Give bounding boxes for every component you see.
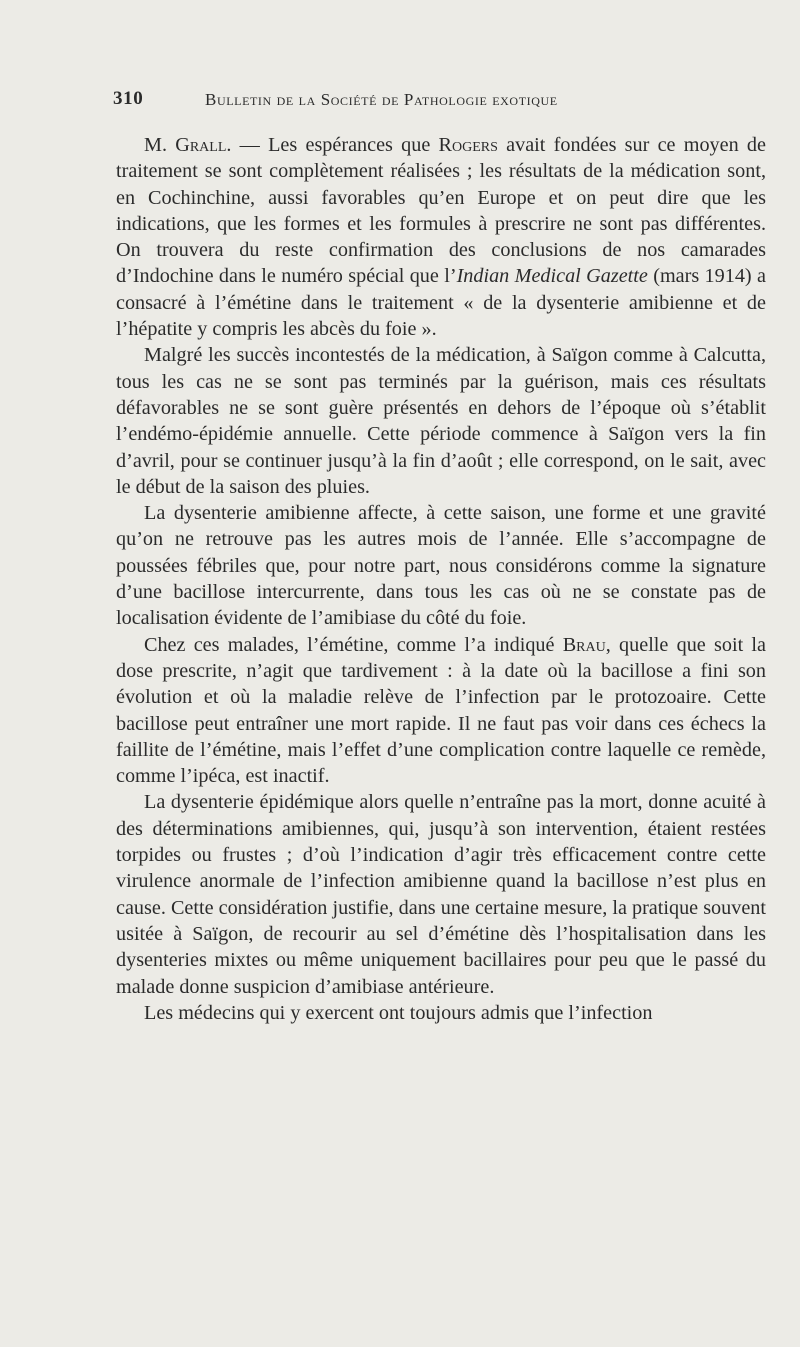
author-name-rogers: Rogers bbox=[438, 134, 498, 156]
paragraph-3: La dysenterie amibienne affecte, à cette saison, une forme et une gravité qu’on ne retrouve pas les autres mois de l’année. Elle s’accompagne de poussées fébriles que, pour notre part, nous considérons comme la signature d’une bacillose intercurrente, dans tous les cas où ne se constate pas de localisation évidente de l’amibiase du côté du foie. bbox=[116, 502, 766, 630]
paragraph-4 bbox=[116, 632, 766, 790]
page-number: 310 bbox=[113, 88, 144, 109]
paragraph-5: La dysenterie épidémique alors quelle n’entraîne pas la mort, donne acuité à des déterminations amibiennes, qui, jusqu’à son intervention, étaient restées torpides ou frustes ; d’où l’indication d’agir très efficacement contre cette virulence anormale de l’infection amibienne quand la bacillose n’est plus en cause. Cette considération justifie, dans une certaine mesure, la pratique souvent usitée à Saïgon, de recourir au sel d’émétine dès l’hospitalisation dans les dysenteries mixtes ou même uniquement bacillaires pour peu que le passé du malade donne suspicion d’amibiase antérieure. bbox=[116, 791, 766, 998]
paragraph-6: Les médecins qui y exercent ont toujours admis que l’infection bbox=[144, 1001, 653, 1024]
journal-title: Bulletin de la Société de Pathologie exotique bbox=[205, 90, 558, 109]
paragraph-2: Malgré les succès incontestés de la médication, à Saïgon comme à Calcutta, tous les cas ne se sont pas terminés par la guérison, mais ces résultats défavorables ne se sont guère présentés en dehors de l’époque où s’établit l’endémo-épidémie annuelle. Cette période commence à Saïgon vers la fin d’avril, pour se continuer jusqu’à la fin d’août ; elle correspond, on le sait, avec le début de la saison des pluies. bbox=[116, 344, 766, 498]
paragraph-1-text-a: . — Les espérances que bbox=[226, 134, 439, 156]
journal-reference: Indian Medical Gazette bbox=[456, 265, 648, 288]
running-header bbox=[113, 88, 673, 118]
paragraph-1-text-c: (mars 1914) a consacré à l’émétine dans le traitement « de la dysenterie amibienne et de l’hépatite y compris les abcès du foie ». bbox=[116, 265, 766, 341]
paragraph-4-text-a: Chez ces malades, l’émétine, comme l’a indiqué bbox=[144, 633, 563, 656]
paragraph-4-text-b: , quelle que soit la dose prescrite, n’agit que tardivement : à la date où la bacillose a fini son évolution et où la maladie relève de l’infection par le protozoaire. Cette bacillose peut entraîner une mort rapide. Il ne faut pas voir dans ces échecs la faillite de l’émétine, mais l’effet d’une complication contre laquelle ce remède, comme l’ipéca, est inactif. bbox=[116, 633, 766, 788]
paragraph-1-text-b: avait fondées sur ce moyen de traitement se sont complètement réalisées ; les résultats de la médication sont, en Cochinchine, aussi favorables qu’en Europe et on peut dire que les indications, que les formes et les formules à prescrire ne sont pas différentes. On trouvera du reste confirmation des conclusions de nos camarades d’Indochine dans le numéro spécial que l’ bbox=[116, 134, 766, 288]
paragraph-1 bbox=[116, 132, 766, 342]
author-name-grall: M. Grall bbox=[144, 134, 227, 156]
article-body bbox=[116, 132, 766, 1026]
author-name-brau: Brau bbox=[562, 633, 606, 656]
